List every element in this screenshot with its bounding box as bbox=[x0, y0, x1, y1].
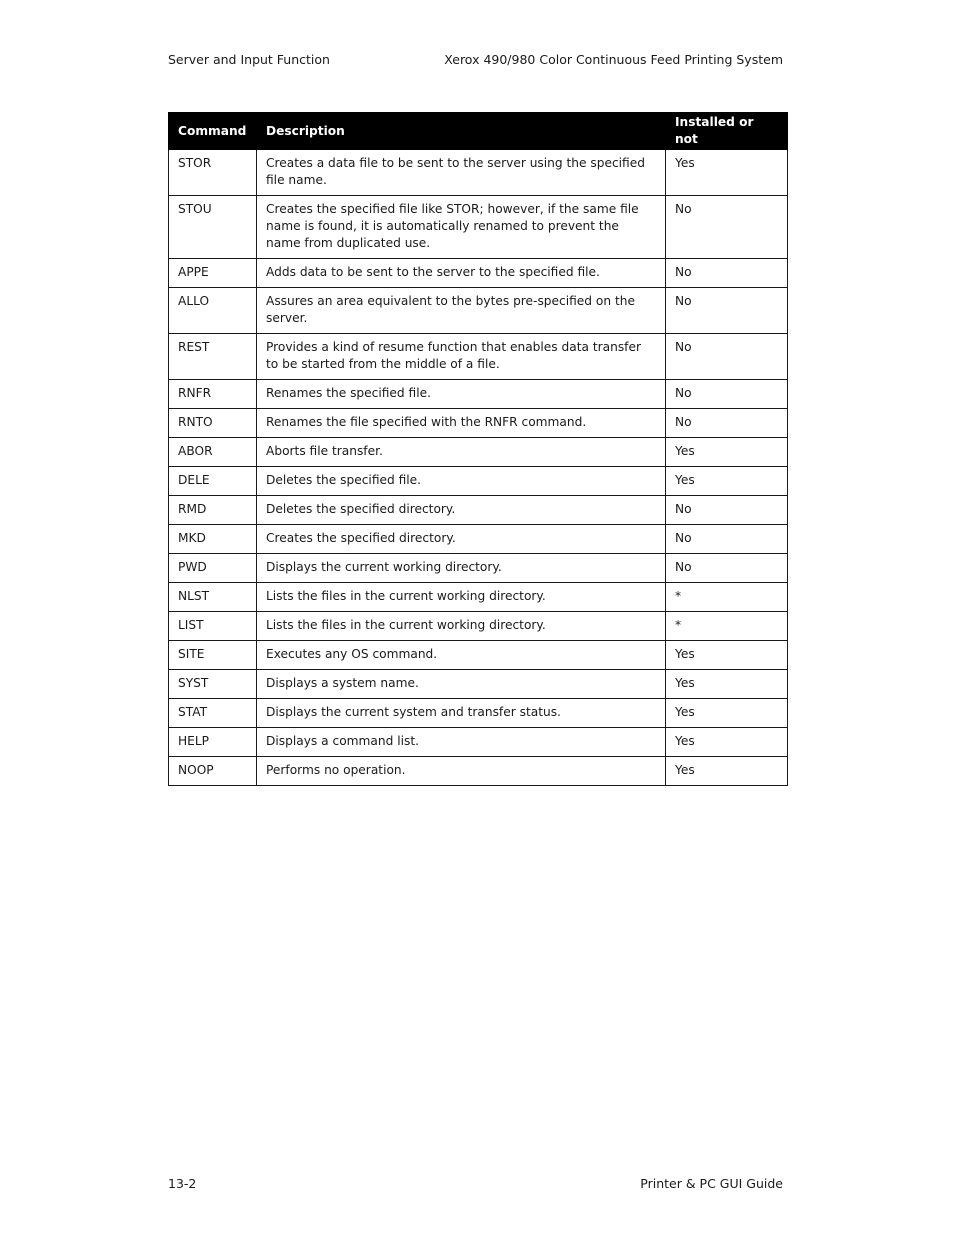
command-cell: DELE bbox=[169, 467, 257, 496]
table-row bbox=[169, 409, 788, 438]
table-row bbox=[169, 612, 788, 641]
command-cell: MKD bbox=[169, 525, 257, 554]
description-cell: Lists the files in the current working directory. bbox=[257, 583, 666, 612]
description-cell: Displays a command list. bbox=[257, 728, 666, 757]
table-row bbox=[169, 150, 788, 196]
table-header-row bbox=[169, 113, 788, 150]
installed-cell: Yes bbox=[666, 699, 788, 728]
column-header-installed: Installed or not bbox=[666, 113, 788, 150]
installed-cell: No bbox=[666, 259, 788, 288]
column-header-command: Command bbox=[169, 113, 257, 150]
description-cell: Executes any OS command. bbox=[257, 641, 666, 670]
command-cell: REST bbox=[169, 334, 257, 380]
table-row bbox=[169, 699, 788, 728]
command-cell: STOR bbox=[169, 150, 257, 196]
table-row bbox=[169, 757, 788, 786]
table-row bbox=[169, 467, 788, 496]
column-header-description: Description bbox=[257, 113, 666, 150]
table-row bbox=[169, 670, 788, 699]
installed-cell: No bbox=[666, 196, 788, 259]
installed-cell: Yes bbox=[666, 150, 788, 196]
table-row bbox=[169, 496, 788, 525]
description-cell: Displays the current working directory. bbox=[257, 554, 666, 583]
installed-cell: * bbox=[666, 583, 788, 612]
command-cell: STAT bbox=[169, 699, 257, 728]
installed-cell: Yes bbox=[666, 438, 788, 467]
description-cell: Renames the file specified with the RNFR command. bbox=[257, 409, 666, 438]
command-cell: APPE bbox=[169, 259, 257, 288]
description-cell: Deletes the specified directory. bbox=[257, 496, 666, 525]
table-row bbox=[169, 728, 788, 757]
page-footer-guide-title: Printer & PC GUI Guide bbox=[640, 1176, 783, 1191]
description-cell: Displays a system name. bbox=[257, 670, 666, 699]
description-cell: Creates the specified directory. bbox=[257, 525, 666, 554]
command-cell: RMD bbox=[169, 496, 257, 525]
command-cell: NLST bbox=[169, 583, 257, 612]
installed-cell: Yes bbox=[666, 641, 788, 670]
table-row bbox=[169, 583, 788, 612]
command-cell: HELP bbox=[169, 728, 257, 757]
description-cell: Performs no operation. bbox=[257, 757, 666, 786]
installed-cell: No bbox=[666, 525, 788, 554]
description-cell: Aborts file transfer. bbox=[257, 438, 666, 467]
description-cell: Renames the specified file. bbox=[257, 380, 666, 409]
table-row bbox=[169, 438, 788, 467]
command-cell: SITE bbox=[169, 641, 257, 670]
page-header-section: Server and Input Function bbox=[168, 52, 330, 67]
installed-cell: Yes bbox=[666, 728, 788, 757]
description-cell: Assures an area equivalent to the bytes pre-specified on the server. bbox=[257, 288, 666, 334]
description-cell: Lists the files in the current working directory. bbox=[257, 612, 666, 641]
table-row bbox=[169, 334, 788, 380]
table-row bbox=[169, 196, 788, 259]
command-cell: PWD bbox=[169, 554, 257, 583]
ftp-command-table bbox=[168, 112, 788, 786]
installed-cell: Yes bbox=[666, 670, 788, 699]
page-number: 13-2 bbox=[168, 1176, 197, 1191]
table-row bbox=[169, 641, 788, 670]
description-cell: Deletes the specified file. bbox=[257, 467, 666, 496]
description-cell: Provides a kind of resume function that enables data transfer to be started from the middle of a file. bbox=[257, 334, 666, 380]
command-cell: LIST bbox=[169, 612, 257, 641]
description-cell: Displays the current system and transfer status. bbox=[257, 699, 666, 728]
page-header-title: Xerox 490/980 Color Continuous Feed Printing System bbox=[444, 52, 783, 67]
table-row bbox=[169, 380, 788, 409]
table-row bbox=[169, 554, 788, 583]
table-row bbox=[169, 288, 788, 334]
installed-cell: No bbox=[666, 409, 788, 438]
description-cell: Creates a data file to be sent to the server using the specified file name. bbox=[257, 150, 666, 196]
command-cell: ALLO bbox=[169, 288, 257, 334]
table-body bbox=[169, 150, 788, 786]
command-cell: STOU bbox=[169, 196, 257, 259]
installed-cell: No bbox=[666, 380, 788, 409]
installed-cell: Yes bbox=[666, 757, 788, 786]
command-cell: RNFR bbox=[169, 380, 257, 409]
table-row bbox=[169, 525, 788, 554]
installed-cell: Yes bbox=[666, 467, 788, 496]
command-cell: NOOP bbox=[169, 757, 257, 786]
installed-cell: No bbox=[666, 496, 788, 525]
installed-cell: * bbox=[666, 612, 788, 641]
command-cell: SYST bbox=[169, 670, 257, 699]
installed-cell: No bbox=[666, 288, 788, 334]
description-cell: Adds data to be sent to the server to the specified file. bbox=[257, 259, 666, 288]
command-cell: RNTO bbox=[169, 409, 257, 438]
installed-cell: No bbox=[666, 334, 788, 380]
table-row bbox=[169, 259, 788, 288]
description-cell: Creates the specified file like STOR; however, if the same file name is found, it is automatically renamed to prevent the name from duplicated use. bbox=[257, 196, 666, 259]
installed-cell: No bbox=[666, 554, 788, 583]
command-cell: ABOR bbox=[169, 438, 257, 467]
